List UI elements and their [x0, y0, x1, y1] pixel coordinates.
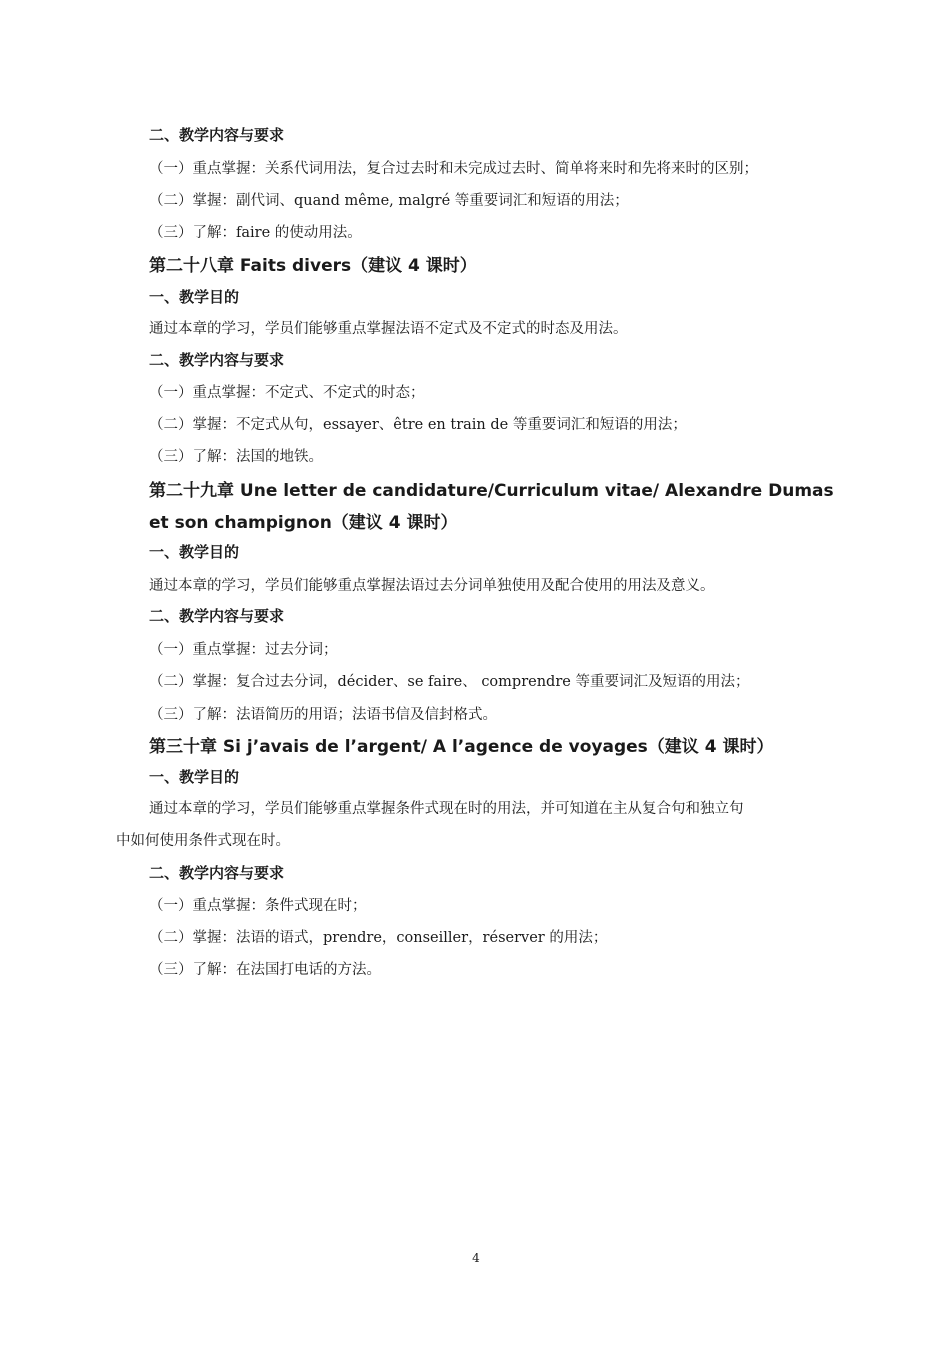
section-heading: 二、教学内容与要求 — [149, 864, 285, 882]
paragraph: 通过本章的学习，学员们能够重点掌握条件式现在时的用法，并可知道在主从复合句和独立句 — [149, 801, 744, 817]
chapter-heading: 第二十九章 Une letter de candidature/Curriculum vitae/ Alexandre Dumas — [149, 481, 834, 501]
content-item: （三）了解：法国的地铁。 — [149, 449, 323, 465]
section-heading: 二、教学内容与要求 — [149, 351, 285, 369]
page-number: 4 — [472, 1251, 480, 1265]
content-item: （三）了解：faire 的使动用法。 — [149, 225, 362, 241]
section-heading: 一、教学目的 — [149, 543, 240, 561]
section-heading: 一、教学目的 — [149, 768, 240, 786]
section-heading: 二、教学内容与要求 — [149, 607, 285, 625]
content-item: （二）掌握：复合过去分词，décider、se faire、 comprendre 等重要词汇及短语的用法； — [149, 674, 750, 690]
chapter-heading: 第三十章 Si j’avais de l’argent/ A l’agence de voyages（建议 4 课时） — [149, 737, 774, 757]
content-item: （二）掌握：法语的语式，prendre，conseiller，réserver 的用法； — [149, 930, 608, 946]
content-item: （三）了解：法语简历的用语；法语书信及信封格式。 — [149, 707, 497, 723]
content-item: （一）重点掌握：过去分词； — [149, 642, 338, 658]
content-item: （三）了解：在法国打电话的方法。 — [149, 962, 381, 978]
chapter-heading-continued: et son champignon（建议 4 课时） — [149, 513, 458, 533]
paragraph: 通过本章的学习，学员们能够重点掌握法语过去分词单独使用及配合使用的用法及意义。 — [149, 578, 715, 594]
content-item: （一）重点掌握：关系代词用法，复合过去时和未完成过去时、简单将来时和先将来时的区别； — [149, 161, 758, 177]
content-item: （一）重点掌握：不定式、不定式的时态； — [149, 385, 425, 401]
content-item: （二）掌握：不定式从句，essayer、être en train de 等重要词汇和短语的用法； — [149, 417, 687, 433]
section-heading: 一、教学目的 — [149, 288, 240, 306]
paragraph-continued: 中如何使用条件式现在时。 — [116, 833, 290, 849]
paragraph: 通过本章的学习，学员们能够重点掌握法语不定式及不定式的时态及用法。 — [149, 321, 628, 337]
section-heading: 二、教学内容与要求 — [149, 126, 285, 144]
content-item: （二）掌握：副代词、quand même, malgré 等重要词汇和短语的用法； — [149, 193, 629, 209]
content-item: （一）重点掌握：条件式现在时； — [149, 898, 367, 914]
chapter-heading: 第二十八章 Faits divers（建议 4 课时） — [149, 256, 477, 276]
